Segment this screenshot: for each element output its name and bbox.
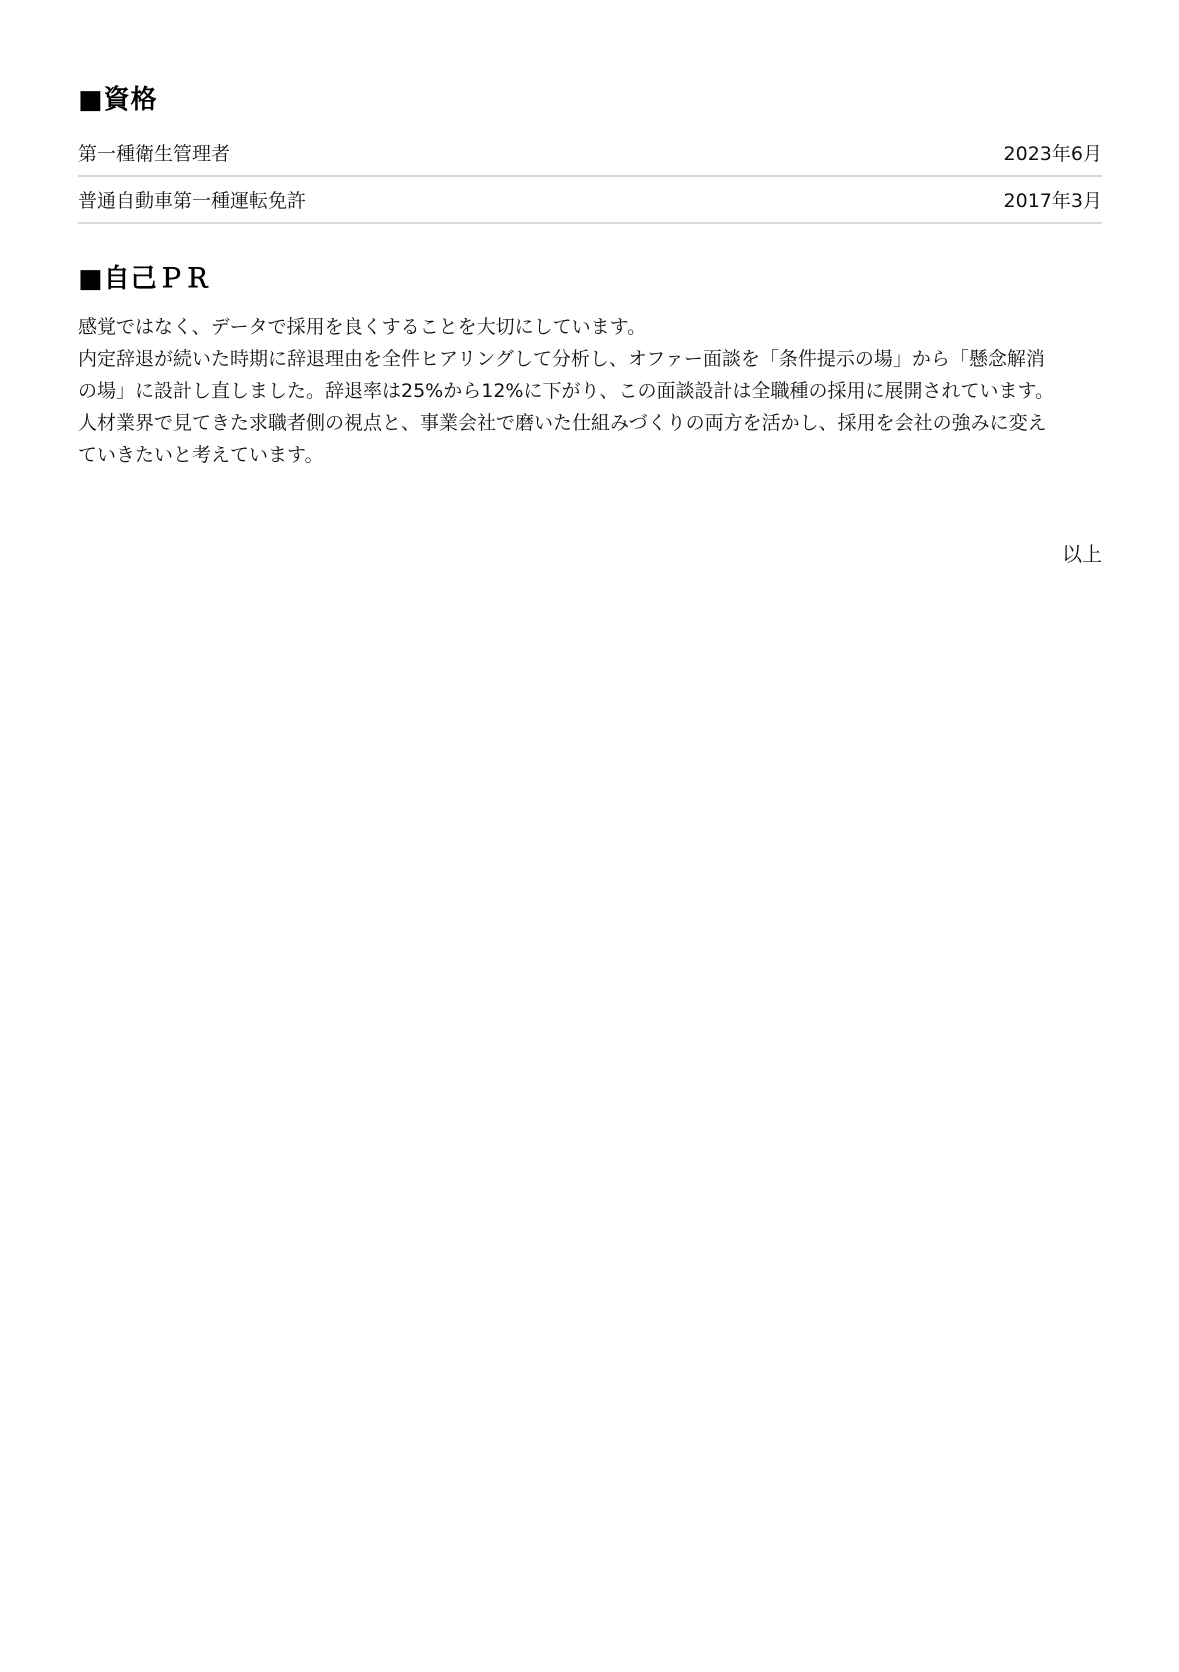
qualification-row	[78, 130, 1102, 177]
self-pr-line: の場」に設計し直しました。辞退率は25%から12%に下がり、この面談設計は全職種の採用に展開されています。	[78, 380, 1054, 402]
resume-page	[78, 70, 1102, 566]
self-pr-heading: ■自己ＰＲ	[78, 264, 212, 294]
qualifications-heading: ■資格	[78, 85, 158, 115]
qualifications-list	[78, 130, 1102, 224]
self-pr-line: 感覚ではなく、データで採用を良くすることを大切にしています。	[78, 316, 647, 338]
self-pr-line: 人材業界で見てきた求職者側の視点と、事業会社で磨いた仕組みづくりの両方を活かし、採用を会社の強みに変え	[78, 412, 1047, 434]
self-pr-line: 内定辞退が続いた時期に辞退理由を全件ヒアリングして分析し、オファー面談を「条件提示の場」から「懸念解消	[78, 348, 1045, 370]
qualification-date: 2017年3月	[1003, 190, 1102, 212]
self-pr-body	[78, 311, 1102, 471]
qualification-date: 2023年6月	[1003, 143, 1102, 165]
qualification-row	[78, 177, 1102, 224]
qualification-name: 普通自動車第一種運転免許	[78, 190, 307, 212]
closing-mark: 以上	[1062, 542, 1102, 566]
qualification-name: 第一種衛生管理者	[78, 143, 231, 165]
self-pr-line: ていきたいと考えています。	[78, 444, 324, 466]
